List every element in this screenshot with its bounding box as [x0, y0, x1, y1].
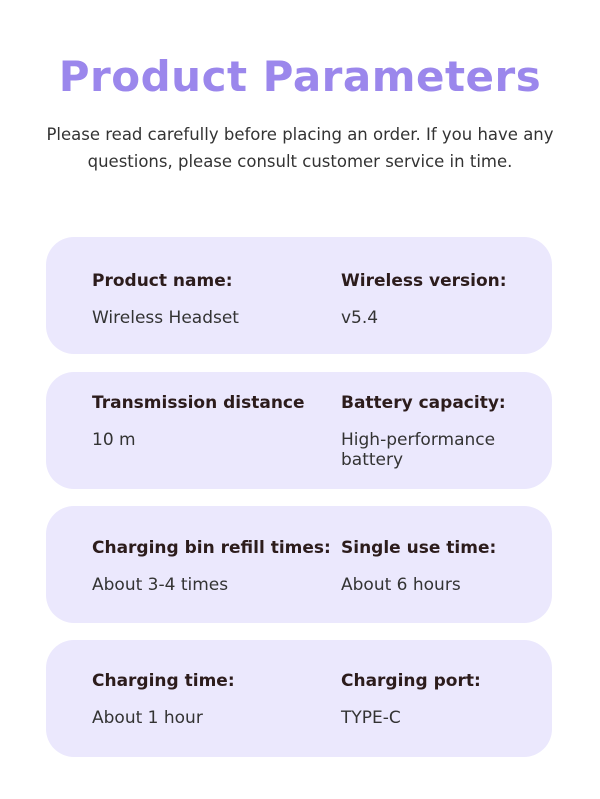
param-cell-charging-bin-refill [92, 537, 342, 595]
param-cell-wireless-version [341, 270, 591, 328]
param-value: About 6 hours [341, 575, 461, 595]
page-subtitle: Please read carefully before placing an order. If you have any questions, please consult customer service in time. [46, 125, 554, 171]
page-title: Product Parameters [58, 52, 542, 101]
param-card-2 [46, 372, 552, 489]
param-cell-battery-capacity [341, 392, 531, 470]
param-value: Wireless Headset [92, 308, 239, 328]
param-value: About 1 hour [92, 708, 203, 728]
param-cell-charging-time [92, 670, 342, 728]
param-label: Charging time: [92, 671, 235, 691]
param-label: Charging bin refill times: [92, 538, 331, 558]
param-cell-single-use-time [341, 537, 591, 595]
param-label: Single use time: [341, 538, 497, 558]
param-label: Charging port: [341, 671, 481, 691]
param-cell-charging-port [341, 670, 591, 728]
param-value: 10 m [92, 430, 136, 450]
param-cell-transmission-distance [92, 392, 342, 450]
param-cell-product-name [92, 270, 342, 328]
param-card-1 [46, 237, 552, 354]
param-value: v5.4 [341, 308, 379, 328]
param-label: Battery capacity: [341, 393, 506, 413]
param-label: Wireless version: [341, 271, 507, 291]
param-value: TYPE-C [341, 708, 401, 728]
param-label: Transmission distance [92, 393, 305, 413]
param-value: High-performance battery [341, 430, 496, 470]
param-label: Product name: [92, 271, 233, 291]
param-value: About 3-4 times [92, 575, 229, 595]
param-card-4 [46, 640, 552, 757]
param-card-3 [46, 506, 552, 623]
